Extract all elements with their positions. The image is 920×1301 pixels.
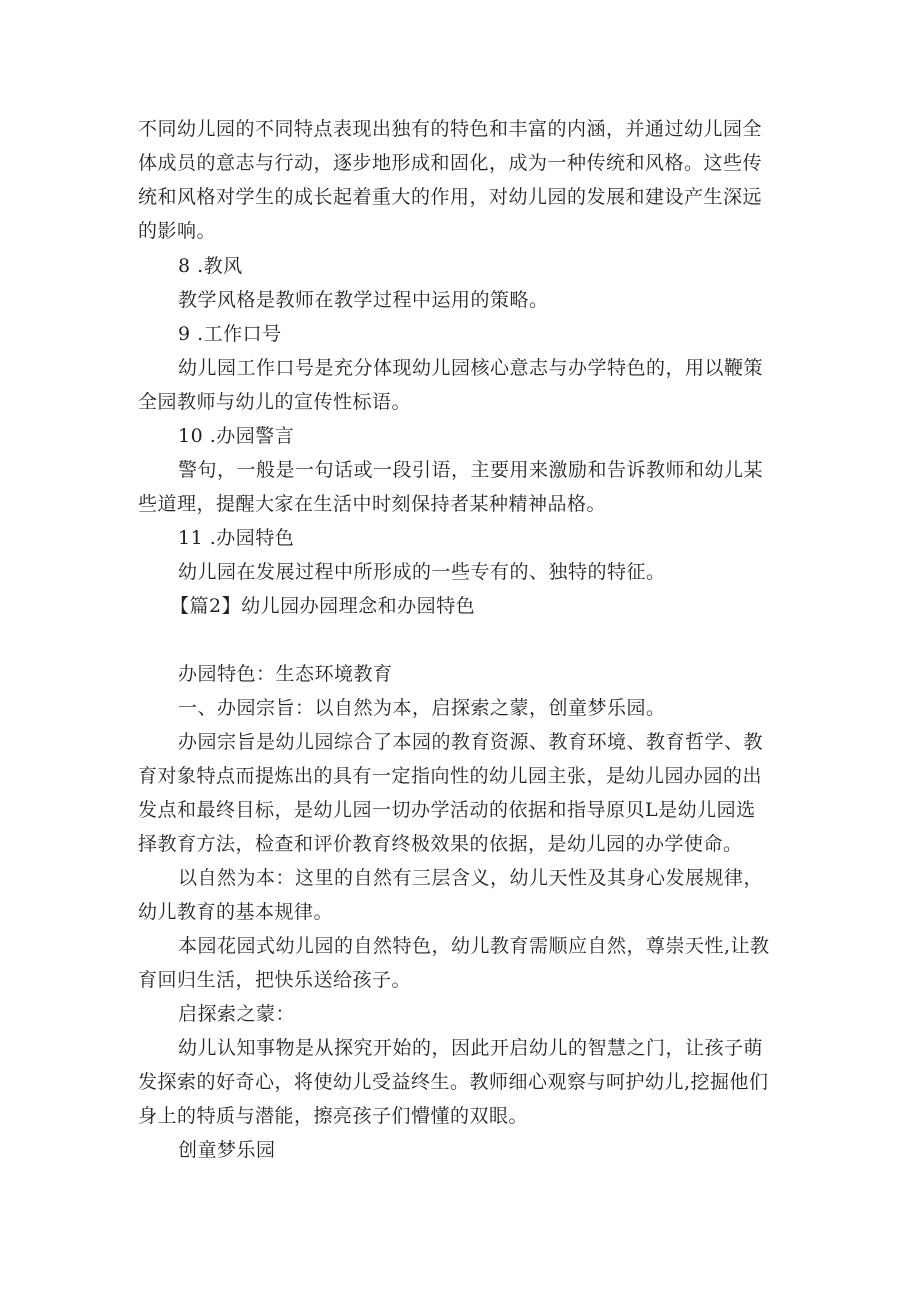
paragraph-line: 警句，一般是一句话或一段引语，主要用来激励和告诉教师和幼儿某 [178,459,764,481]
paragraph-line: 教学风格是教师在教学过程中运用的策略。 [178,289,549,311]
section-heading: 8 .教风 [178,255,243,277]
section-heading: 10 .办园警言 [178,425,295,447]
paragraph-line: 启探索之蒙： [178,1003,296,1025]
paragraph-line: 幼儿教育的基本规律。 [138,901,334,923]
paragraph-line: 幼儿园在发展过程中所形成的一些专有的、独特的特征。 [178,561,666,583]
paragraph-line: 些道理，提醒大家在生活中时刻保持者某种精神品格。 [138,493,607,515]
paragraph-line: 全园教师与幼儿的宣传性标语。 [138,391,412,413]
section-heading: 9 .工作口号 [178,323,282,345]
paragraph-line: 体成员的意志与行动，逐步地形成和固化，成为一种传统和风格。这些传 [138,152,763,174]
paragraph-line: 育对象特点而提炼出的具有一定指向性的幼儿园主张，是幼儿园办园的出 [138,765,763,787]
paragraph-line: 创童梦乐园 [178,1139,276,1161]
paragraph-line: 育回归生活，把快乐送给孩子。 [138,969,412,991]
paragraph-line: 幼儿园工作口号是充分体现幼儿园核心意志与办学特色的，用以鞭策 [178,357,764,379]
paragraph-line: 本园花园式幼儿园的自然特色，幼儿教育需顺应自然，尊崇天性,让教 [178,935,770,957]
paragraph-line: 以自然为本：这里的自然有三层含义，幼儿天性及其身心发展规律， [178,867,764,889]
paragraph-line: 发探索的好奇心，将使幼儿受益终生。教师细心观察与呵护幼儿,挖掘他们 [138,1071,769,1093]
section-heading: 11 .办园特色 [178,527,295,549]
paragraph-line: 不同幼儿园的不同特点表现出独有的特色和丰富的内涵，并通过幼儿园全 [138,118,763,140]
paragraph-line: 幼儿认知事物是从探究开始的，因此开启幼儿的智慧之门，让孩子萌 [178,1037,764,1059]
article-title: 【篇2】幼儿园办园理念和办园特色 [170,595,476,617]
paragraph-line: 统和风格对学生的成长起着重大的作用，对幼儿园的发展和建设产生深远 [138,186,763,208]
paragraph-line: 身上的特质与潜能，擦亮孩子们懵懂的双眼。 [138,1105,529,1127]
paragraph-line: 发点和最终目标，是幼儿园一切办学活动的依据和指导原贝L是幼儿园选 [138,799,756,821]
paragraph-line: 的影响。 [138,220,217,242]
paragraph-line: 一、办园宗旨：以自然为本，启探索之蒙，创童梦乐园。 [178,697,666,719]
paragraph-line: 择教育方法，检查和评价教育终极效果的依据，是幼儿园的办学使命。 [138,833,743,855]
paragraph-line: 办园宗旨是幼儿园综合了本园的教育资源、教育环境、教育哲学、教 [178,731,764,753]
paragraph-line: 办园特色：生态环境教育 [178,663,393,685]
